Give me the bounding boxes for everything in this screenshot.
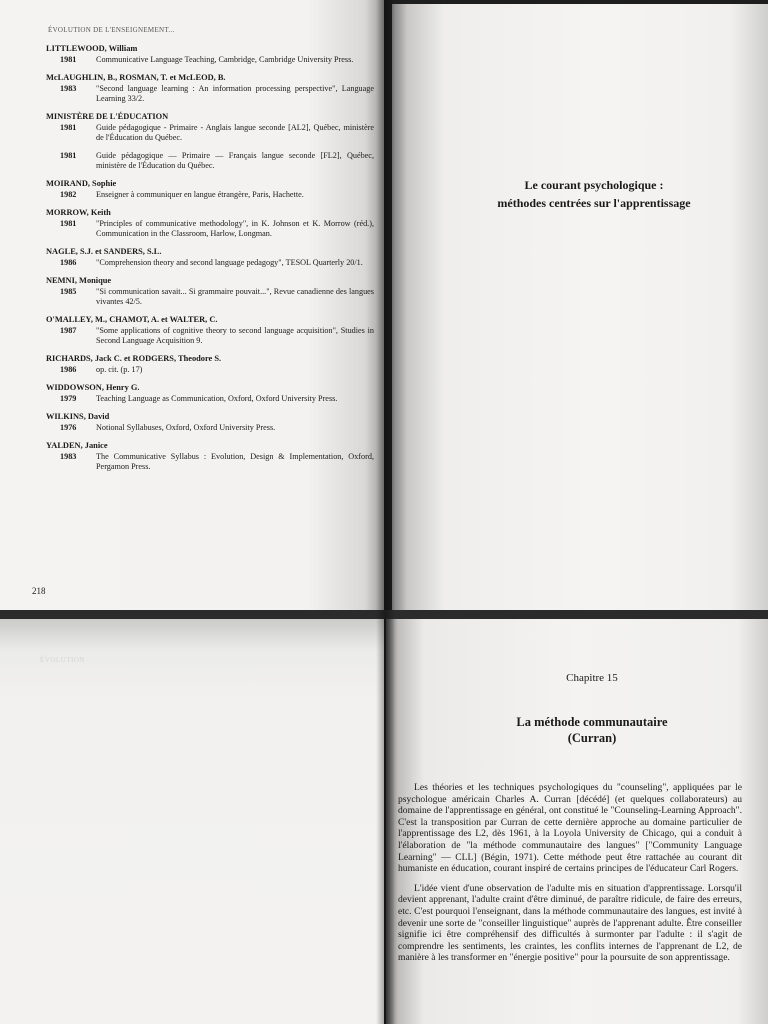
reference-year: 1985 <box>60 287 77 296</box>
reference-author: WILKINS, David <box>46 412 110 421</box>
reference-text: "Second language learning : An information processing perspective", Language Learning 33/2. <box>96 84 374 103</box>
reference-year: 1981 <box>60 219 77 228</box>
reference-year: 1987 <box>60 326 77 335</box>
reference-item <box>46 276 374 307</box>
reference-author: McLAUGHLIN, B., ROSMAN, T. et McLEOD, B. <box>46 73 226 82</box>
reference-item <box>46 441 374 472</box>
part-title-page <box>392 4 768 610</box>
reference-author: MINISTÈRE DE L'ÉDUCATION <box>46 112 169 121</box>
reference-author: WIDDOWSON, Henry G. <box>46 383 140 392</box>
reference-year: 1976 <box>60 423 77 432</box>
chapter-title <box>386 714 768 746</box>
reference-text: Guide pédagogique — Primaire — Français langue seconde [FL2], Québec, ministère de l'Éducation du Québec. <box>96 151 374 170</box>
reference-author: MOIRAND, Sophie <box>46 179 117 188</box>
reference-year: 1981 <box>60 123 77 132</box>
reference-text: "Some applications of cognitive theory to second language acquisition", Studies in Second Language Acquisition 9. <box>96 326 374 345</box>
faint-running-head: ÉVOLUTION <box>40 656 85 664</box>
reference-year: 1983 <box>60 452 77 461</box>
reference-text: "Principles of communicative methodology", in K. Johnson et K. Morrow (réd.), Communication in the Classroom, Harlow, Longman. <box>96 219 374 238</box>
reference-text: op. cit. (p. 17) <box>96 365 143 374</box>
reference-entry <box>46 394 374 404</box>
reference-year: 1986 <box>60 258 77 267</box>
reference-item <box>46 354 374 375</box>
reference-item <box>46 247 374 268</box>
reference-year: 1981 <box>60 55 77 64</box>
reference-item <box>46 44 374 65</box>
reference-entry <box>46 84 374 104</box>
reference-item <box>46 315 374 346</box>
references-page <box>0 0 384 612</box>
reference-author: MORROW, Keith <box>46 208 111 217</box>
chapter-page <box>386 618 768 1024</box>
reference-author: NAGLE, S.J. et SANDERS, S.L. <box>46 247 162 256</box>
paragraph-2: L'idée vient d'une observation de l'adulte mis en situation d'apprentissage. Lorsqu'il devient apprenant, l'adulte craint d'être diminué, de paraître ridicule, de faire des erreurs, etc. C'est pourquoi l'enseignant, dans la méthode communautaire des langues, est invité à devenir une sorte de "conseiller linguistique" auprès de l'apprenant adulte. Être conseiller signifie ici être compréhensif des difficultés à surmonter par l'adulte : il s'agit de comprendre les sentiments, les craintes, les conflits internes de l'apprenant de L2, de manière à les transformer en "énergie positive" pour la poursuite de son apprentissage. <box>398 882 742 964</box>
reference-entry <box>46 287 374 307</box>
reference-year: 1983 <box>60 84 77 93</box>
reference-text: The Communicative Syllabus : Evolution, Design & Implementation, Oxford, Pergamon Press. <box>96 452 374 471</box>
reference-entry <box>46 123 374 143</box>
reference-entry <box>46 151 374 171</box>
reference-entry <box>46 190 374 200</box>
chapter-body <box>398 782 742 972</box>
reference-item <box>46 208 374 239</box>
reference-entry <box>46 258 374 268</box>
reference-year: 1982 <box>60 190 77 199</box>
reference-item <box>46 179 374 200</box>
reference-author: LITTLEWOOD, William <box>46 44 138 53</box>
reference-entry <box>46 219 374 239</box>
reference-year: 1981 <box>60 151 77 160</box>
reference-entry <box>46 452 374 472</box>
part-title <box>444 176 744 212</box>
reference-text: Enseigner à communiquer en langue étrangère, Paris, Hachette. <box>96 190 304 199</box>
reference-author: RICHARDS, Jack C. et RODGERS, Theodore S. <box>46 354 222 363</box>
chapter-title-line-1: La méthode communautaire <box>516 715 668 729</box>
reference-entry <box>46 55 374 65</box>
page-number: 218 <box>32 586 46 596</box>
blank-page <box>0 618 384 1024</box>
reference-author: O'MALLEY, M., CHAMOT, A. et WALTER, C. <box>46 315 218 324</box>
reference-text: "Si communication savait... Si grammaire pouvait...", Revue canadienne des langues vivantes 42/5. <box>96 287 374 306</box>
reference-entry <box>46 365 374 375</box>
book-gutter-shadow <box>376 0 394 1024</box>
reference-text: Teaching Language as Communication, Oxford, Oxford University Press. <box>96 394 338 403</box>
chapter-label: Chapitre 15 <box>566 672 618 684</box>
reference-year: 1986 <box>60 365 77 374</box>
reference-entry <box>46 326 374 346</box>
reference-text: Communicative Language Teaching, Cambridge, Cambridge University Press. <box>96 55 354 64</box>
part-title-line-2: méthodes centrées sur l'apprentissage <box>497 196 691 210</box>
reference-year: 1979 <box>60 394 77 403</box>
reference-item <box>46 73 374 104</box>
reference-author: YALDEN, Janice <box>46 441 108 450</box>
reference-author: NEMNI, Monique <box>46 276 112 285</box>
reference-text: Guide pédagogique - Primaire - Anglais langue seconde [AL2], Québec, ministère de l'Éducation du Québec. <box>96 123 374 142</box>
reference-item <box>46 112 374 171</box>
reference-item <box>46 412 374 433</box>
reference-entry <box>46 423 374 433</box>
reference-item <box>46 383 374 404</box>
running-head: ÉVOLUTION DE L'ENSEIGNEMENT... <box>48 26 175 34</box>
chapter-title-line-2: (Curran) <box>567 731 617 745</box>
part-title-line-1: Le courant psychologique : <box>524 178 664 192</box>
paragraph-1: Les théories et les techniques psychologiques du "counseling", appliquées par le psychologue américain Charles A. Curran [décédé] (et quelques collaborateurs) au domaine de l'apprentissage en général, ont constitué le "Counseling-Learning Approach". C'est la transposition par Curran de cette dernière approche au domaine particulier de l'apprentissage des L2, dès 1961, à la Loyola University de Chicago, qui a conduit à l'élaboration de "la méthode communautaire des langues" ["Community Language Learning" — CLL] (Bégin, 1971). Cette méthode peut être rattachée au courant dit humaniste en éducation, courant inspiré de certains principes de l'éducateur Carl Rogers. <box>398 782 742 875</box>
reference-text: "Comprehension theory and second language pedagogy", TESOL Quarterly 20/1. <box>96 258 363 267</box>
reference-text: Notional Syllabuses, Oxford, Oxford University Press. <box>96 423 276 432</box>
reference-list <box>46 44 374 480</box>
